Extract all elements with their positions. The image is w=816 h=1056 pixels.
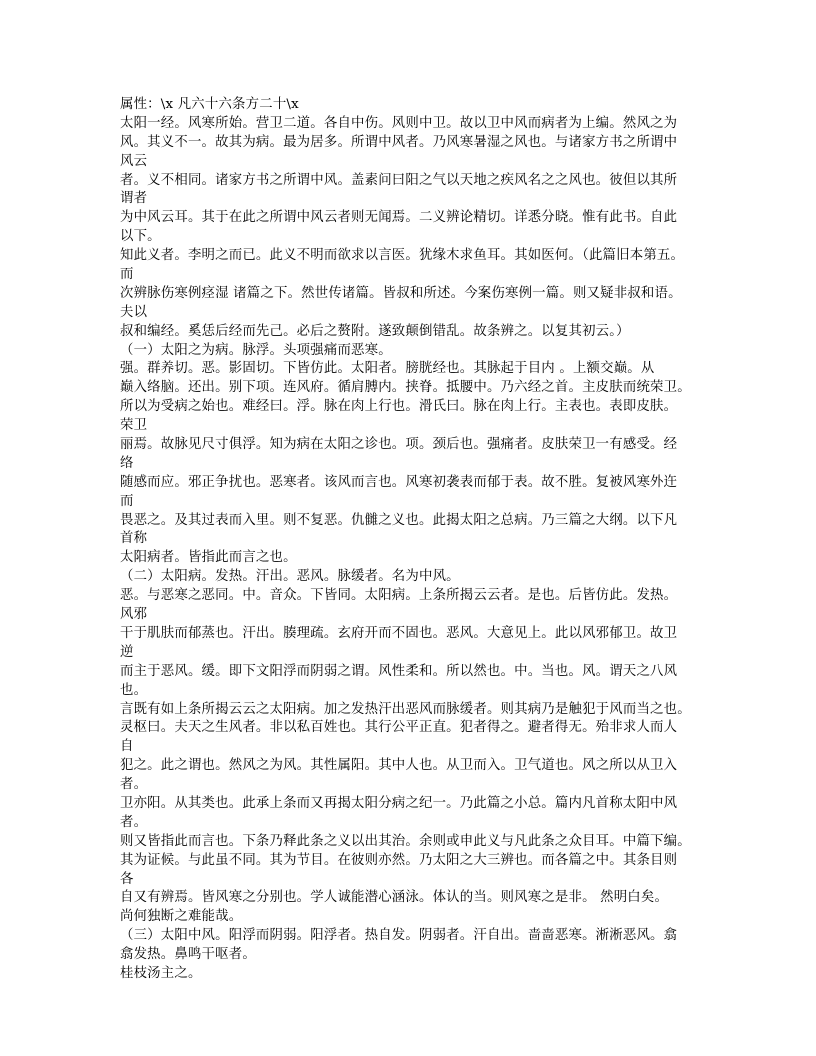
text-line: （二）太阳病。发热。汗出。恶风。脉缓者。名为中风。	[120, 569, 460, 585]
text-line: 其为证候。与此虽不同。其为节目。在彼则亦然。乃太阳之大三辨也。而各篇之中。其条目则	[120, 852, 678, 868]
text-line: 首称	[120, 531, 148, 547]
document-page	[120, 96, 696, 984]
text-line: 所以为受病之始也。难经曰。浮。脉在肉上行也。滑氏曰。脉在肉上行。主表也。表即皮肤。	[120, 399, 678, 415]
text-line: 也。	[120, 682, 148, 698]
text-line: 巅入络脑。还出。别下项。连风府。循肩膊内。挟脊。抵腰中。乃六经之首。主皮肤而统荣卫。	[120, 380, 691, 396]
text-line: 桂枝汤主之。	[120, 965, 202, 981]
text-line: 荣卫	[120, 418, 148, 434]
text-line: （一）太阳之为病。脉浮。头项强痛而恶寒。	[120, 342, 392, 358]
text-line: 翕发热。鼻鸣干呕者。	[120, 947, 256, 963]
text-line: 而	[120, 267, 134, 283]
text-line: 而主于恶风。缓。即下文阳浮而阴弱之谓。风性柔和。所以然也。中。当也。风。谓天之八风	[120, 663, 678, 679]
text-line: 风。其义不一。故其为病。最为居多。所谓中风者。乃风寒暑湿之风也。与诸家方书之所谓中	[120, 134, 678, 150]
text-line: 者。	[120, 814, 148, 830]
text-line: 夫以	[120, 304, 148, 320]
text-line: 丽焉。故脉见尺寸俱浮。知为病在太阳之诊也。项。颈后也。强痛者。皮肤荣卫一有感受。经	[120, 437, 678, 453]
text-line: 风云	[120, 153, 148, 169]
text-line: 络	[120, 455, 134, 471]
text-line: 者。	[120, 777, 148, 793]
text-line: 逆	[120, 644, 134, 660]
text-line: 知此义者。李明之而已。此义不明而欲求以言医。犹缘木求鱼耳。其如医何。（此篇旧本第五。	[120, 248, 685, 264]
text-line: 自	[120, 739, 134, 755]
text-line: 次辨脉伤寒例痉湿 诸篇之下。然世传诸篇。皆叔和所述。今案伤寒例一篇。则又疑非叔和语。	[120, 285, 682, 301]
text-line: 随感而应。邪正争扰也。恶寒者。该风而言也。风寒初袭表而郁于表。故不胜。复被风寒外迕	[120, 474, 678, 490]
text-line: 叔和编经。奚恁后经而先己。必后之赘附。遂致颠倒错乱。故条辨之。以复其初云。）	[120, 323, 630, 339]
text-line: 属性：\x 凡六十六条方二十\x	[120, 97, 299, 112]
text-line: 尚何独断之难能哉。	[120, 909, 243, 925]
text-line: 干于肌肤而郁蒸也。汗出。腠理疏。玄府开而不固也。恶风。大意见上。此以风邪郁卫。故卫	[120, 625, 678, 641]
text-line: 恶。与恶寒之恶同。中。音众。下皆同。太阳病。上条所揭云云者。是也。后皆仿此。发热。	[120, 588, 678, 604]
text-line: 犯之。此之谓也。然风之为风。其性属阳。其中人也。从卫而入。卫气道也。风之所以从卫入	[120, 758, 678, 774]
text-line: 风邪	[120, 607, 148, 623]
text-line: （三）太阳中风。阳浮而阴弱。阳浮者。热自发。阴弱者。汗自出。啬啬恶寒。淅淅恶风。翕	[120, 928, 678, 944]
text-line: 以下。	[120, 229, 161, 245]
text-line: 各	[120, 871, 134, 887]
text-line: 太阳病者。皆指此而言之也。	[120, 550, 297, 566]
text-line: 自又有辨焉。皆风寒之分别也。学人诚能潜心涵泳。体认的当。则风寒之是非。 然明白矣。	[120, 890, 669, 906]
text-line: 谓者	[120, 191, 148, 207]
text-line: 言既有如上条所揭云云之太阳病。加之发热汗出恶风而脉缓者。则其病乃是触犯于风而当之也。	[120, 701, 691, 717]
text-line: 灵枢曰。夫天之生风者。非以私百姓也。其行公平正直。犯者得之。避者得无。殆非求人而人	[120, 720, 678, 736]
text-line: 太阳一经。风寒所始。营卫二道。各自中伤。风则中卫。故以卫中风而病者为上编。然风之为	[120, 115, 678, 131]
text-line: 卫亦阳。从其类也。此承上条而又再揭太阳分病之纪一。乃此篇之小总。篇内凡首称太阳中风	[120, 795, 678, 811]
text-line: 而	[120, 493, 134, 509]
text-line: 者。义不相同。诸家方书之所谓中风。盖素问曰阳之气以天地之疾风名之之风也。彼但以其所	[120, 172, 678, 188]
text-line: 畏恶之。及其过表而入里。则不复恶。仇雠之义也。此揭太阳之总病。乃三篇之大纲。以下凡	[120, 512, 678, 528]
text-line: 为中风云耳。其于在此之所谓中风云者则无闻焉。二义辨论精切。详悉分晓。惟有此书。自此	[120, 210, 678, 226]
text-line: 强。群养切。恶。影固切。下皆仿此。太阳者。膀胱经也。其脉起于目内 。上额交巅。从	[120, 361, 655, 377]
text-line: 则又皆指此而言也。下条乃释此条之义以出其治。余则或申此义与凡此条之众目耳。中篇下编。	[120, 833, 691, 849]
